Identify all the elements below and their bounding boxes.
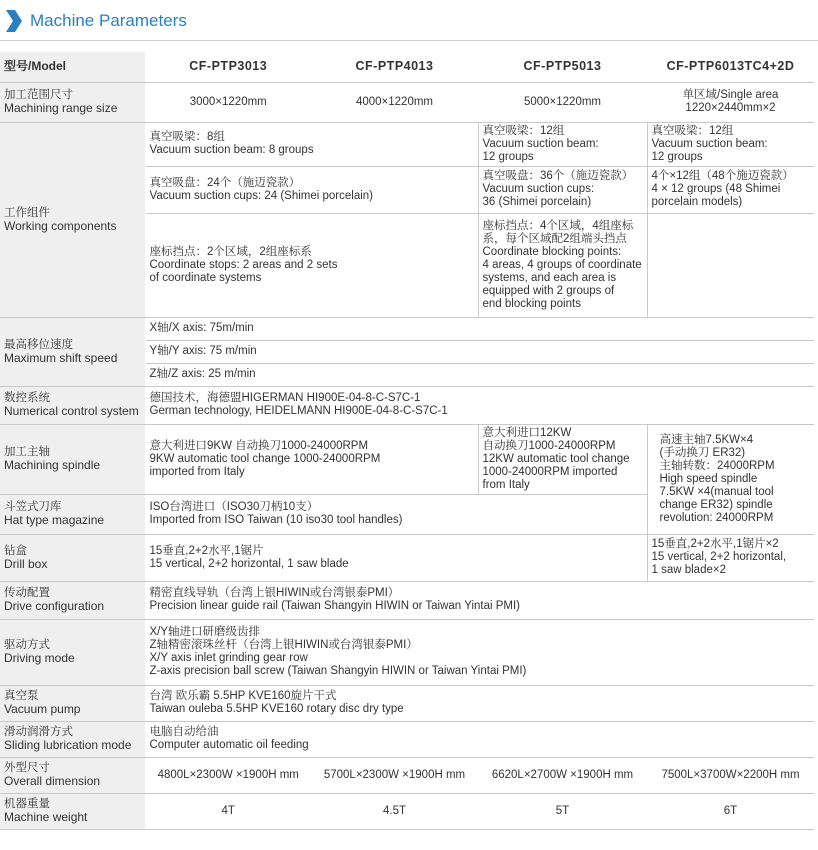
drill-value-a: 15垂直,2+2水平,1锯片 15 vertical, 2+2 horizontal, 1 saw blade — [145, 534, 647, 581]
dimension-value-3: 6620L×2700W ×1900H mm — [478, 757, 647, 793]
weight-value-1: 4T — [145, 793, 311, 829]
page-header — [0, 0, 818, 44]
beam-value-b: 真空吸梁：12组 Vacuum suction beam: 12 groups — [478, 122, 647, 166]
model-header-3: CF-PTP5013 — [478, 52, 647, 82]
cnc-value: 德国技术，海德盟HIGERMAN HI900E-04-8-C-S7C-1 German technology, HEIDELMANN HI900E-04-8-C-S7C-1 — [145, 386, 814, 424]
driving-label: 驱动方式 Driving mode — [0, 619, 145, 685]
dimension-label: 外型尺寸 Overall dimension — [0, 757, 145, 793]
cups-value-b: 真空吸盘：36个（施迈瓷款） Vacuum suction cups: 36 (Shimei porcelain) — [478, 166, 647, 213]
table-row — [0, 317, 814, 340]
table-row — [0, 721, 814, 757]
model-header-2: CF-PTP4013 — [311, 52, 478, 82]
beam-value-c: 真空吸梁：12组 Vacuum suction beam: 12 groups — [647, 122, 814, 166]
cups-value-c: 4个×12组（48个施迈瓷款） 4 × 12 groups (48 Shimei porcelain models) — [647, 166, 814, 213]
model-header-1: CF-PTP3013 — [145, 52, 311, 82]
range-value-2: 4000×1220mm — [311, 82, 478, 122]
spindle-value-b: 意大利进口12KW 自动换刀1000-24000RPM 12KW automatic tool change 1000-24000RPM imported from Italy — [478, 424, 647, 494]
pump-label: 真空泵 Vacuum pump — [0, 685, 145, 721]
table-row — [0, 534, 814, 581]
chevron-logo-icon — [6, 10, 22, 32]
model-label: 型号/Model — [0, 52, 145, 82]
model-header-4: CF-PTP6013TC4+2D — [647, 52, 814, 82]
table-header-row — [0, 52, 814, 82]
magazine-value: ISO台湾进口（ISO30刀柄10支） Imported from ISO Taiwan (10 iso30 tool handles) — [145, 494, 647, 534]
range-value-3: 5000×1220mm — [478, 82, 647, 122]
spindle-value-c: 高速主轴7.5KW×4 (手动换刀 ER32) 主轴转数：24000RPM High speed spindle 7.5KW ×4(manual tool change ER32) spindle revolution: 24000RPM — [647, 424, 814, 534]
pump-value: 台湾 欧乐霸 5.5HP KVE160旋片干式 Taiwan ouleba 5.5HP KVE160 rotary disc dry type — [145, 685, 814, 721]
page-title: Machine Parameters — [30, 11, 187, 30]
spindle-value-a: 意大利进口9KW 自动换刀1000-24000RPM 9KW automatic tool change 1000-24000RPM imported from Italy — [145, 424, 478, 494]
weight-value-3: 5T — [478, 793, 647, 829]
range-label: 加工范围尺寸 Machining range size — [0, 82, 145, 122]
lube-value: 电脑自动给油 Computer automatic oil feeding — [145, 721, 814, 757]
weight-label: 机器重量 Machine weight — [0, 793, 145, 829]
cups-value-a: 真空吸盘：24个（施迈瓷款） Vacuum suction cups: 24 (Shimei porcelain) — [145, 166, 478, 213]
drive-label: 传动配置 Drive configuration — [0, 581, 145, 619]
dimension-value-1: 4800L×2300W ×1900H mm — [145, 757, 311, 793]
table-row — [0, 424, 814, 494]
weight-value-4: 6T — [647, 793, 814, 829]
table-row — [0, 793, 814, 829]
table-row — [0, 581, 814, 619]
machine-parameters-table — [0, 52, 814, 830]
range-value-4: 单区域/Single area 1220×2440mm×2 — [647, 82, 814, 122]
dimension-value-4: 7500L×3700W×2200H mm — [647, 757, 814, 793]
table-row — [0, 757, 814, 793]
header-divider — [0, 40, 818, 41]
speed-label: 最高移位速度 Maximum shift speed — [0, 317, 145, 386]
drill-value-b: 15垂直,2+2水平,1锯片×2 15 vertical, 2+2 horizontal, 1 saw blade×2 — [647, 534, 814, 581]
stops-value-c-empty — [647, 213, 814, 317]
drive-value: 精密直线导轨（台湾上银HIWIN或台湾银泰PMI） Precision linear guide rail (Taiwan Shangyin HIWIN or Taiwan Yintai PMI) — [145, 581, 814, 619]
magazine-label: 斗笠式刀库 Hat type magazine — [0, 494, 145, 534]
speed-x-value: X轴/X axis: 75m/min — [145, 317, 814, 340]
spindle-label: 加工主轴 Machining spindle — [0, 424, 145, 494]
weight-value-2: 4.5T — [311, 793, 478, 829]
drill-label: 钻盒 Drill box — [0, 534, 145, 581]
dimension-value-2: 5700L×2300W ×1900H mm — [311, 757, 478, 793]
lube-label: 滑动润滑方式 Sliding lubrication mode — [0, 721, 145, 757]
cnc-label: 数控系统 Numerical control system — [0, 386, 145, 424]
working-label: 工作组件 Working components — [0, 122, 145, 317]
table-row — [0, 386, 814, 424]
speed-z-value: Z轴/Z axis: 25 m/min — [145, 363, 814, 386]
beam-value-a: 真空吸梁：8组 Vacuum suction beam: 8 groups — [145, 122, 478, 166]
table-row — [0, 619, 814, 685]
range-value-1: 3000×1220mm — [145, 82, 311, 122]
table-row — [0, 82, 814, 122]
table-row — [0, 122, 814, 166]
stops-value-a: 座标挡点：2个区域，2组座标系 Coordinate stops: 2 areas and 2 sets of coordinate systems — [145, 213, 478, 317]
stops-value-b: 座标挡点：4个区域，4组座标 系，每个区域配2组端头挡点 Coordinate blocking points: 4 areas, 4 groups of coordinate systems, and each area is equipped with 2 groups of end blocking points — [478, 213, 647, 317]
driving-value: X/Y轴进口研磨级齿排 Z轴精密滚珠丝杆（台湾上银HIWIN或台湾银泰PMI） X/Y axis inlet grinding gear row Z-axis precision ball screw (Taiwan Shangyin HIWIN or Taiwan Yintai PMI) — [145, 619, 814, 685]
table-row — [0, 685, 814, 721]
speed-y-value: Y轴/Y axis: 75 m/min — [145, 340, 814, 363]
